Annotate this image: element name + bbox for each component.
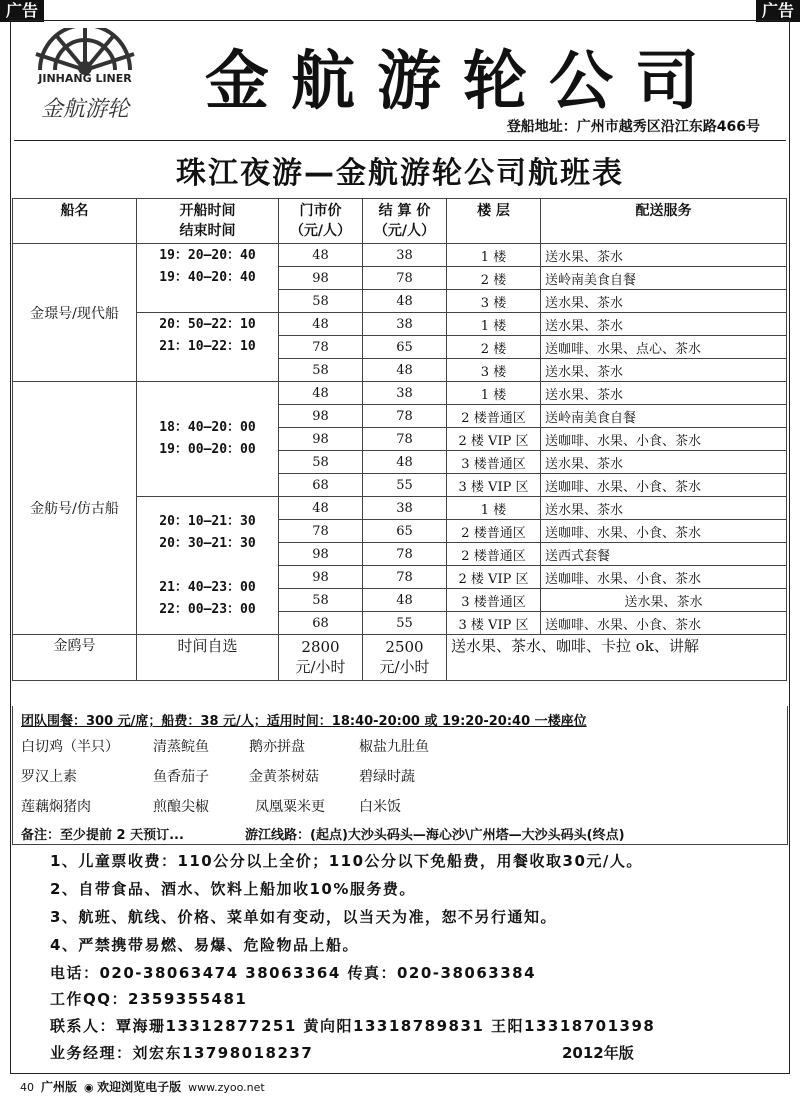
retail-price: 68 [279,612,363,635]
dish-item: 金黄茶树菇 [249,769,319,785]
contact-qq: 工作QQ：2359355481 [50,990,248,1008]
group-meal-box [12,706,788,845]
service: 送水果、茶水 [541,313,787,336]
floor: 3 楼普通区 [447,589,541,612]
settle-price: 65 [363,336,447,359]
service: 送水果、茶水 [541,451,787,474]
settle-price: 2500 元/小时 [363,635,447,681]
divider [14,140,786,141]
service: 送岭南美食自餐 [541,405,787,428]
settle-price: 78 [363,405,447,428]
time-cell: 20：10—21：30 20：30—21：30 21：40—23：00 22：00—23：00 [137,497,279,635]
edition-year: 2012年版 [562,1044,634,1062]
retail-price: 98 [279,428,363,451]
settle-price: 65 [363,520,447,543]
floor: 3 楼 [447,359,541,382]
rule-item: 1、儿童票收费：110公分以上全价；110公分以下免船费，用餐收取30元/人。 [50,852,643,870]
settle-price: 48 [363,451,447,474]
service: 送水果、茶水 [541,497,787,520]
table-row [13,382,787,405]
dish-item: 罗汉上素 [21,769,77,785]
booking-note: 备注：至少提前 2 天预订... [21,828,184,843]
contact-people: 联系人：覃海珊13312877251 黄向阳13318789831 王阳13318701398 [50,1017,656,1035]
settle-price: 78 [363,267,447,290]
site-link[interactable]: www.zyoo.net [188,1081,265,1094]
rule-item: 3、航班、航线、价格、菜单如有变动，以当天为准，恕不另行通知。 [50,908,557,926]
time-cell: 时间自选 [137,635,279,681]
retail-price: 48 [279,244,363,267]
ship-name: 金璟号/现代船 [13,244,137,382]
dish-item: 白切鸡（半只） [21,739,119,755]
service: 送水果、茶水 [541,382,787,405]
service: 送咖啡、水果、小食、茶水 [541,474,787,497]
dish-item: 莲藕焖猪肉 [21,799,91,815]
settle-price: 55 [363,474,447,497]
floor: 2 楼普通区 [447,520,541,543]
service: 送水果、茶水 [541,589,787,612]
retail-price: 68 [279,474,363,497]
floor: 2 楼 [447,267,541,290]
dish-item: 白米饭 [359,799,401,815]
dish-item: 煎酿尖椒 [153,799,209,815]
floor: 3 楼普通区 [447,451,541,474]
settle-price: 38 [363,382,447,405]
floor: 2 楼 [447,336,541,359]
logo-brand-en: JINHANG LINER [38,72,132,85]
floor: 1 楼 [447,382,541,405]
service: 送咖啡、水果、小食、茶水 [541,566,787,589]
time-cell: 18：40—20：00 19：00—20：00 [137,382,279,497]
service: 送水果、茶水 [541,290,787,313]
floor: 2 楼普通区 [447,543,541,566]
time-cell: 19：20—20：40 19：40—20：40 [137,244,279,313]
retail-price: 78 [279,336,363,359]
col-ship: 船名 [13,199,137,244]
service: 送岭南美食自餐 [541,267,787,290]
retail-price: 48 [279,497,363,520]
col-retail: 门市价 （元/人） [279,199,363,244]
retail-price: 58 [279,589,363,612]
service: 送咖啡、水果、小食、茶水 [541,428,787,451]
dish-item: 清蒸鲩鱼 [153,739,209,755]
page-number: 40 [20,1081,34,1094]
ship-name: 金鸥号 [13,635,137,681]
col-time: 开船时间 结束时间 [137,199,279,244]
logo-brand-cn: 金航游轮 [40,97,130,122]
retail-price: 2800 元/小时 [279,635,363,681]
rule-item: 2、自带食品、酒水、饮料上船加收10%服务费。 [50,880,416,898]
floor: 2 楼普通区 [447,405,541,428]
business-manager: 业务经理：刘宏东13798018237 [50,1044,314,1062]
ad-tag-left: 广告 [0,0,44,22]
settle-price: 38 [363,244,447,267]
settle-price: 78 [363,543,447,566]
col-floor: 楼 层 [447,199,541,244]
retail-price: 78 [279,520,363,543]
retail-price: 58 [279,290,363,313]
retail-price: 48 [279,382,363,405]
floor: 3 楼 VIP 区 [447,612,541,635]
dish-item: 凤凰粟米更 [255,799,325,815]
floor: 1 楼 [447,313,541,336]
table-header-row [13,199,787,244]
rule-item: 4、严禁携带易燃、易爆、危险物品上船。 [50,936,359,954]
dish-item: 碧绿时蔬 [359,769,415,785]
retail-price: 98 [279,405,363,428]
time-cell: 20：50—22：10 21：10—22：10 [137,313,279,382]
floor: 2 楼 VIP 区 [447,428,541,451]
contact-phone: 电话：020-38063474 38063364 传真：020-38063384 [50,964,537,982]
settle-price: 48 [363,589,447,612]
retail-price: 58 [279,451,363,474]
retail-price: 98 [279,566,363,589]
service: 送咖啡、水果、点心、茶水 [541,336,787,359]
group-meal-header: 团队围餐：300 元/席；船费：38 元/人；适用时间：18:40-20:00 或 19:20-20:40 一楼座位 [21,714,587,729]
retail-price: 98 [279,267,363,290]
service: 送西式套餐 [541,543,787,566]
col-settle: 结 算 价 （元/人） [363,199,447,244]
floor: 3 楼 VIP 区 [447,474,541,497]
ship-name: 金舫号/仿古船 [13,382,137,635]
retail-price: 58 [279,359,363,382]
service: 送咖啡、水果、小食、茶水 [541,520,787,543]
cruise-route: 游江线路：(起点)大沙头码头—海心沙\广州塔—大沙头码头(终点) [245,828,625,843]
settle-price: 48 [363,359,447,382]
floor: 1 楼 [447,244,541,267]
dish-item: 椒盐九肚鱼 [359,739,429,755]
dish-item: 鹅亦拼盘 [249,739,305,755]
page-footer [20,1078,265,1095]
company-name: 金航游轮公司 [205,44,721,119]
service: 送水果、茶水 [541,359,787,382]
service: 送水果、茶水、咖啡、卡拉 ok、讲解 [447,635,787,681]
company-logo [20,28,150,136]
globe-icon: ◉ [84,1081,94,1094]
ship-wheel-icon [20,28,150,136]
settle-price: 78 [363,566,447,589]
boarding-address: 登船地址：广州市越秀区沿江东路466号 [506,119,760,135]
settle-price: 38 [363,497,447,520]
floor: 3 楼 [447,290,541,313]
edition-label: 广州版 [41,1080,78,1094]
retail-price: 48 [279,313,363,336]
settle-price: 78 [363,428,447,451]
welcome-text: 欢迎浏览电子版 [97,1080,182,1094]
ad-tag-right: 广告 [756,0,800,22]
retail-price: 98 [279,543,363,566]
floor: 1 楼 [447,497,541,520]
floor: 2 楼 VIP 区 [447,566,541,589]
service: 送咖啡、水果、小食、茶水 [541,612,787,635]
settle-price: 38 [363,313,447,336]
schedule-table [12,198,787,681]
service: 送水果、茶水 [541,244,787,267]
settle-price: 55 [363,612,447,635]
settle-price: 48 [363,290,447,313]
col-service: 配送服务 [541,199,787,244]
dish-item: 鱼香茄子 [153,769,209,785]
table-row-charter [13,635,787,681]
page-title: 珠江夜游—金航游轮公司航班表 [176,156,624,191]
table-row [13,244,787,267]
